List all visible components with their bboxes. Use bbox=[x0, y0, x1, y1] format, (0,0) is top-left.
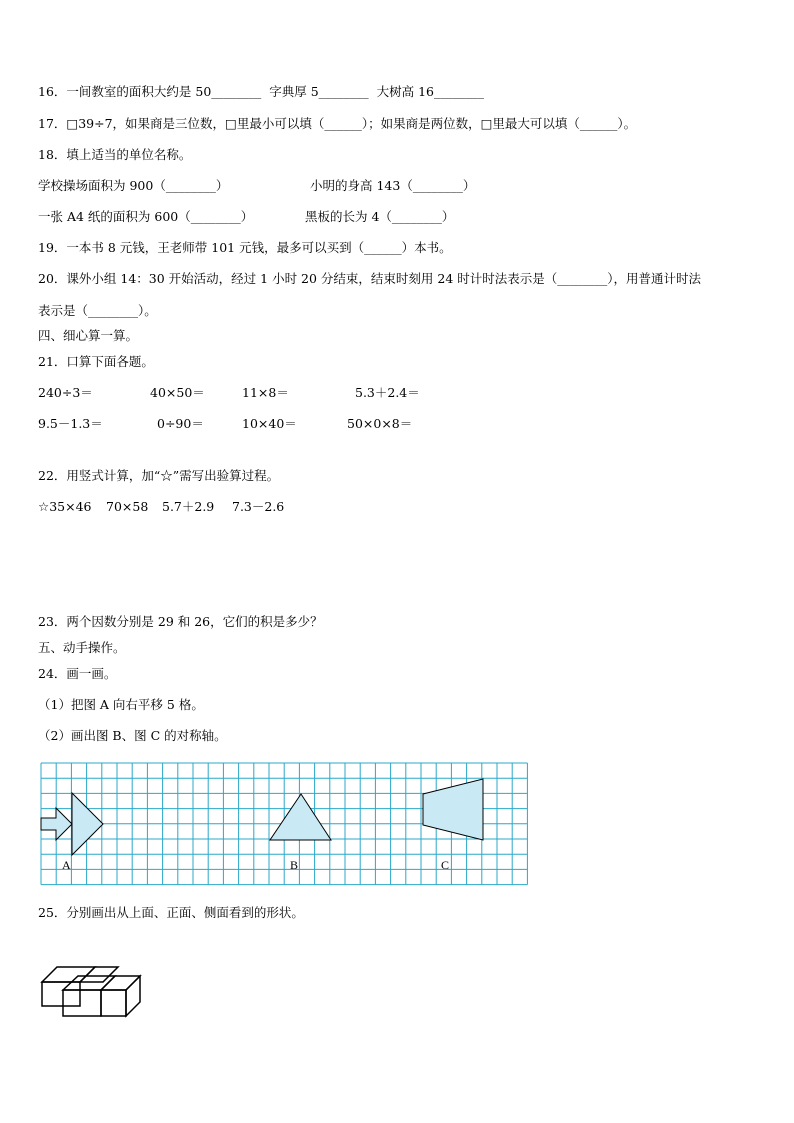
question-17: 17．□39÷7，如果商是三位数，□里最小可以填（______）；如果商是两位数，□里最大可以填（______）。 bbox=[38, 116, 637, 131]
question-18-a: 学校操场面积为 900（________） bbox=[38, 178, 229, 193]
grid-lines bbox=[41, 763, 527, 885]
vertical-calc-item: 7.3－2.6 bbox=[232, 499, 285, 514]
question-24-part2: （2）画出图 B、图 C 的对称轴。 bbox=[38, 728, 227, 743]
calc-item: 5.3＋2.4＝ bbox=[355, 385, 420, 400]
question-25: 25．分别画出从上面、正面、侧面看到的形状。 bbox=[38, 905, 304, 920]
question-18-c: 一张 A4 纸的面积为 600（________） bbox=[38, 209, 254, 224]
question-22-title: 22．用竖式计算，加“☆”需写出验算过程。 bbox=[38, 468, 280, 483]
calc-item: 240÷3＝ bbox=[38, 385, 93, 400]
question-20-line2: 表示是（________）。 bbox=[38, 303, 157, 318]
cube-front-left bbox=[63, 990, 101, 1016]
section-4-heading: 四、细心算一算。 bbox=[38, 328, 139, 343]
cube-back-left bbox=[42, 967, 95, 982]
calc-item: 0÷90＝ bbox=[157, 416, 204, 431]
figure-c-label: C bbox=[441, 858, 450, 872]
figure-a-arrow bbox=[41, 808, 72, 840]
figure-b-label: B bbox=[290, 858, 299, 872]
question-21-title: 21．口算下面各题。 bbox=[38, 354, 154, 369]
cube-front-left-top bbox=[63, 976, 115, 990]
figure-c-trapezoid bbox=[423, 779, 483, 840]
calc-item: 40×50＝ bbox=[150, 385, 205, 400]
question-18-title: 18．填上适当的单位名称。 bbox=[38, 147, 192, 162]
calc-item: 50×0×8＝ bbox=[347, 416, 413, 431]
question-24-title: 24．画一画。 bbox=[38, 666, 117, 681]
calc-item: 10×40＝ bbox=[242, 416, 297, 431]
figure-a-label: A bbox=[62, 858, 71, 872]
figure-b-triangle bbox=[270, 794, 331, 840]
question-20-line1: 20．课外小组 14：30 开始活动，经过 1 小时 20 分结束，结束时刻用 24 时计时法表示是（________），用普通计时法 bbox=[38, 271, 702, 286]
question-24-part1: （1）把图 A 向右平移 5 格。 bbox=[38, 697, 204, 712]
calc-item: 11×8＝ bbox=[242, 385, 289, 400]
question-19: 19．一本书 8 元钱，王老师带 101 元钱，最多可以买到（______）本书。 bbox=[38, 240, 452, 255]
cube-back-left-front bbox=[42, 982, 80, 1006]
cube-back-right-top bbox=[80, 967, 118, 982]
section-5-heading: 五、动手操作。 bbox=[38, 640, 126, 655]
calc-item: 9.5－1.3＝ bbox=[38, 416, 103, 431]
vertical-calc-item: ☆35×46 bbox=[38, 499, 92, 514]
question-23: 23．两个因数分别是 29 和 26，它们的积是多少？ bbox=[38, 614, 323, 629]
cube-front-right-top bbox=[101, 976, 140, 990]
cube-front-right bbox=[101, 990, 126, 1016]
vertical-calc-item: 5.7＋2.9 bbox=[162, 499, 215, 514]
vertical-calc-item: 70×58 bbox=[106, 499, 149, 514]
question-18-b: 小明的身高 143（________） bbox=[310, 178, 476, 193]
question-18-d: 黑板的长为 4（________） bbox=[305, 209, 455, 224]
cube-front-right-side bbox=[126, 976, 140, 1016]
figure-a-triangle bbox=[72, 793, 103, 855]
question-16: 16．一间教室的面积大约是 50________ 字典厚 5________ 大树高 16________ bbox=[38, 84, 484, 99]
